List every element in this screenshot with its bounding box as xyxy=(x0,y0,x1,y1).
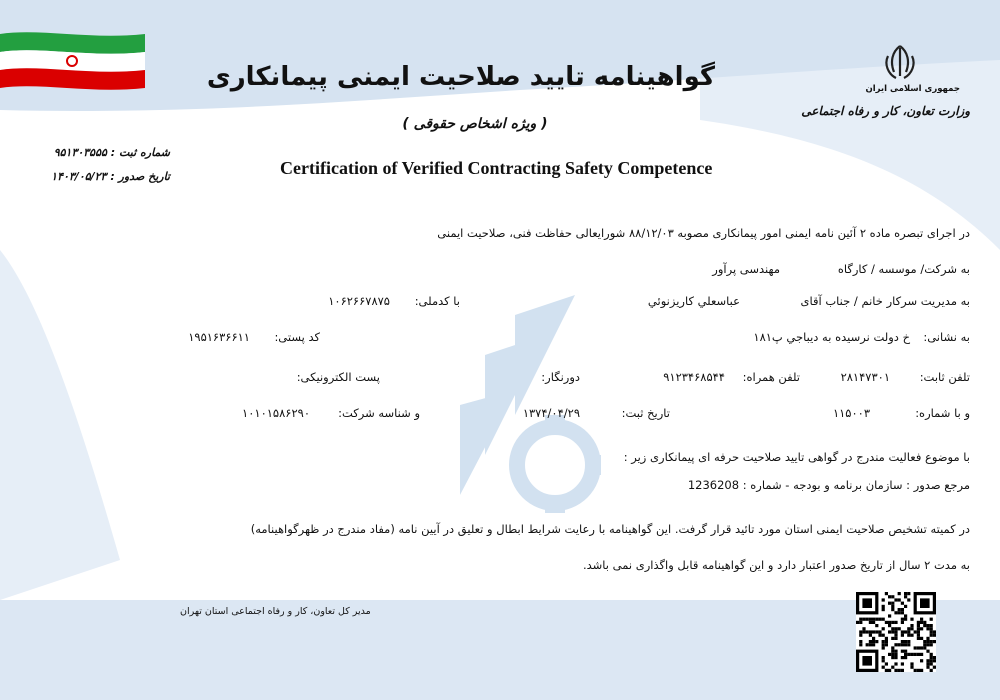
gear-watermark-icon xyxy=(455,295,605,515)
intro-text: در اجرای تبصره ماده ۲ آئین نامه ایمنی امور پیمانکاری مصوبه ۸۸/۱۲/۰۳ شورایعالی حفاظت فنی، صلاحیت ایمنی xyxy=(437,226,970,240)
address-value: خ دولت نرسيده به ديباجي پ۱۸۱ xyxy=(753,330,910,344)
mobile-label: تلفن همراه: xyxy=(742,370,800,384)
phone-value: ۲۸۱۴۷۳۰۱ xyxy=(840,370,890,384)
qr-code-icon xyxy=(856,592,936,672)
validity-text: به مدت ۲ سال از تاریخ صدور اعتبار دارد و این گواهینامه قابل واگذاری نمی باشد. xyxy=(582,558,970,572)
regdate-label: تاریخ ثبت: xyxy=(621,406,670,420)
issue-date: تاریخ صدور : ۱۴۰۳/۰۵/۲۳ xyxy=(51,170,170,183)
registration-number: شماره ثبت : ۹۵۱۳۰۳۵۵۵ xyxy=(53,146,170,159)
regno-label: و با شماره: xyxy=(915,406,970,420)
iran-flag-icon xyxy=(0,30,150,92)
manager-label: به مدیریت سرکار خانم / جناب آقای xyxy=(800,294,970,308)
page-subtitle: ( ویژه اشخاص حقوقی ) xyxy=(402,116,548,132)
page-title: گواهینامه تایید صلاحیت ایمنی پیمانکاری xyxy=(206,62,715,92)
address-label: به نشانی: xyxy=(923,330,970,344)
company-value: مهندسی پرآور xyxy=(712,262,780,276)
activity-text: با موضوع فعالیت مندرج در گواهی تایید صلاحیت حرفه ای پیمانکاری زیر : xyxy=(623,450,970,464)
company-id-label: و شناسه شرکت: xyxy=(338,406,420,420)
phone-label: تلفن ثابت: xyxy=(919,370,970,384)
republic-label: جمهوری اسلامی ایران xyxy=(865,84,960,94)
fax-label: دورنگار: xyxy=(541,370,580,384)
postal-code-label: کد پستی: xyxy=(274,330,320,344)
national-code-label: با کدملی: xyxy=(414,294,460,308)
english-title: Certification of Verified Contracting Safety Competence xyxy=(280,158,713,178)
mobile-value: ۹۱۲۳۴۶۸۵۴۴ xyxy=(663,370,725,384)
national-code-value: ۱۰۶۲۶۶۷۸۷۵ xyxy=(328,294,390,308)
regno-value: ۱۱۵۰۰۳ xyxy=(832,406,870,420)
iran-emblem-icon xyxy=(880,42,920,82)
company-id-value: ۱۰۱۰۱۵۸۶۲۹۰ xyxy=(242,406,310,420)
reference-text: مرجع صدور : سازمان برنامه و بودجه - شماره : 1236208 xyxy=(687,478,970,492)
regdate-value: ۱۳۷۴/۰۴/۲۹ xyxy=(522,406,580,420)
ministry-name: وزارت تعاون، کار و رفاه اجتماعی xyxy=(801,104,970,118)
signature-title: مدیر کل تعاون، کار و رفاه اجتماعی استان تهران xyxy=(180,606,371,617)
postal-code-value: ۱۹۵۱۶۳۶۶۱۱ xyxy=(188,330,250,344)
committee-text: در کمیته تشخیص صلاحیت ایمنی استان مورد تائید قرار گرفت. این گواهینامه با رعایت شرایط ابطال و تعلیق در آیین نامه (مفاد مندرج در ظهرگواهینامه) xyxy=(250,522,970,536)
company-label: به شرکت/ موسسه / کارگاه xyxy=(837,262,970,276)
email-label: پست الکترونیکی: xyxy=(296,370,380,384)
manager-value: عباسعلي كاريزنوئي xyxy=(647,294,740,308)
